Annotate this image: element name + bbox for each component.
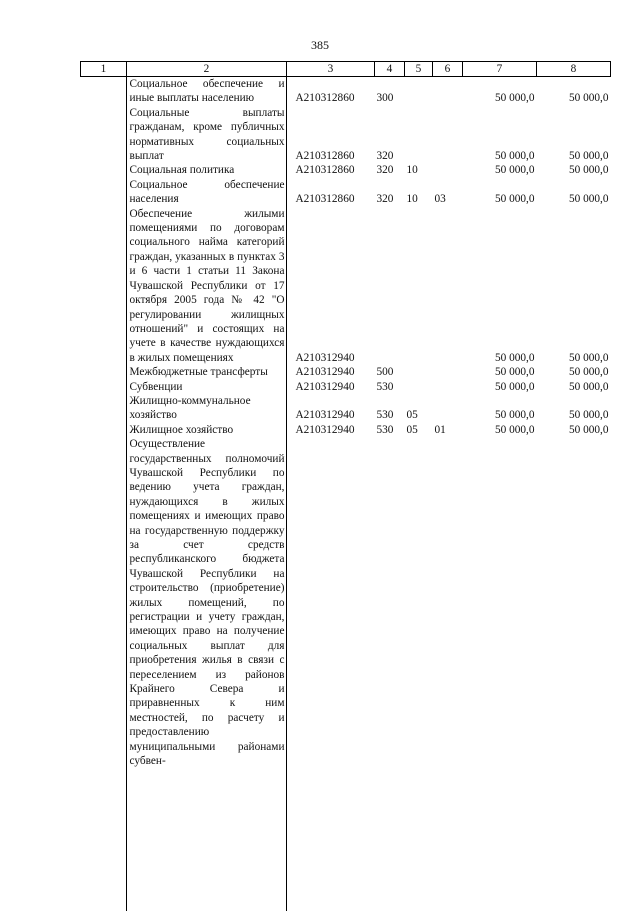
item-name: Социальная политика: [129, 164, 235, 177]
item-amount-7: 50 000,0: [494, 150, 535, 163]
item-c5: [405, 365, 433, 379]
item-c6: [433, 77, 463, 106]
table-row: [81, 163, 611, 177]
item-c6: 01: [434, 423, 446, 436]
item-amount-7: 50 000,0: [494, 380, 535, 393]
item-code: А210312860: [295, 92, 355, 105]
item-name: Жилищно-коммунальное хозяйство: [129, 394, 251, 422]
item-c4: 530: [376, 409, 394, 422]
item-amount-8: [537, 437, 611, 768]
item-c5: 10: [406, 164, 418, 177]
item-c4: [375, 207, 405, 365]
item-c6: [433, 106, 463, 164]
item-c4: 530: [376, 423, 394, 436]
item-c6: 03: [434, 193, 446, 206]
table-row: [81, 437, 611, 768]
header-cell: 4: [375, 62, 405, 77]
table-row: [81, 178, 611, 207]
item-amount-8: 50 000,0: [568, 150, 609, 163]
item-c5: [405, 437, 433, 768]
table-row: [81, 106, 611, 164]
item-code: А210312860: [295, 164, 355, 177]
item-c6: [433, 365, 463, 379]
item-code: [287, 437, 375, 768]
item-name: Обеспечение жилыми помещениями по договорам социального найма категорий граждан, указанных в пунктах 3 и 6 части 1 статьи 11 Закона Чувашской Республики от 17 октября 2005 года № 42 "О регулировании жилищных отношений" и состоящих на учете в качестве нуждающихся в жилых помещениях: [129, 207, 285, 364]
item-c4: [375, 437, 405, 768]
item-c5: 05: [406, 409, 418, 422]
item-c5: [405, 380, 433, 394]
table-row: [81, 423, 611, 437]
header-cell: 1: [81, 62, 127, 77]
item-name: Социальные выплаты гражданам, кроме публичных нормативных социальных выплат: [129, 106, 285, 163]
item-c4: 320: [376, 164, 394, 177]
item-amount-7: 50 000,0: [494, 193, 535, 206]
item-amount-8: 50 000,0: [568, 351, 609, 364]
item-c6: [433, 207, 463, 365]
item-c4: 320: [376, 193, 394, 206]
item-amount-7: 50 000,0: [494, 366, 535, 379]
budget-table: [80, 61, 611, 769]
header-cell: 3: [287, 62, 375, 77]
table-row: [81, 380, 611, 394]
column-rule-right: [286, 75, 287, 911]
item-code: А210312940: [295, 351, 355, 364]
item-c6: [433, 163, 463, 177]
page-number: 385: [311, 38, 329, 52]
item-amount-7: 50 000,0: [494, 351, 535, 364]
item-c4: 530: [376, 380, 394, 393]
item-amount-8: 50 000,0: [568, 366, 609, 379]
item-code: А210312940: [295, 423, 355, 436]
item-amount-7: [463, 437, 537, 768]
item-c5: [405, 77, 433, 106]
item-code: А210312940: [295, 366, 355, 379]
item-name: Социальное обеспечение и иные выплаты населению: [129, 78, 285, 105]
header-cell: 7: [463, 62, 537, 77]
item-c6: [433, 437, 463, 768]
table-row: [81, 77, 611, 106]
item-amount-7: 50 000,0: [494, 164, 535, 177]
table-row: [81, 207, 611, 365]
budget-table-wrap: [80, 61, 610, 769]
table-row: [81, 365, 611, 379]
item-amount-7: 50 000,0: [494, 92, 535, 105]
item-c6: [433, 380, 463, 394]
item-c4: 320: [376, 150, 394, 163]
item-name: Субвенции: [129, 380, 183, 393]
item-name: Осуществление государственных полномочий Чувашской Республики по ведению учета граждан, нуждающихся в жилых помещениях и имеющих право на государственную поддержку за счет средств республиканского бюджета Чувашской Республики на строительство (приобретение) жилых помещений, по регистрации и учету граждан, имеющих право на получение социальных выплат для приобретения жилья в связи с переселением из районов Крайнего Севера и приравненных к ним местностей, по расчету и предоставлению муниципальными районами субвен-: [129, 438, 285, 768]
table-row: [81, 394, 611, 423]
item-amount-8: 50 000,0: [568, 164, 609, 177]
header-cell: 5: [405, 62, 433, 77]
item-c5: [405, 106, 433, 164]
header-cell: 2: [127, 62, 287, 77]
item-name: Социальное обеспечение населения: [129, 178, 285, 206]
header-cell: 6: [433, 62, 463, 77]
item-code: А210312940: [295, 409, 355, 422]
item-name: Межбюджетные трансферты: [129, 366, 268, 379]
item-name: Жилищное хозяйство: [129, 423, 234, 436]
item-c6: [433, 394, 463, 423]
item-amount-7: 50 000,0: [494, 423, 535, 436]
item-amount-8: 50 000,0: [568, 409, 609, 422]
header-cell: 8: [537, 62, 611, 77]
item-code: А210312940: [295, 380, 355, 393]
item-amount-8: 50 000,0: [568, 193, 609, 206]
item-c5: 10: [406, 193, 418, 206]
item-amount-8: 50 000,0: [568, 423, 609, 436]
item-amount-8: 50 000,0: [568, 92, 609, 105]
item-c4: 500: [376, 366, 394, 379]
item-code: А210312860: [295, 193, 355, 206]
header-row: [81, 62, 611, 77]
item-amount-7: 50 000,0: [494, 409, 535, 422]
item-amount-8: 50 000,0: [568, 380, 609, 393]
item-c5: 05: [406, 423, 418, 436]
item-c5: [405, 207, 433, 365]
item-code: А210312860: [295, 150, 355, 163]
item-c4: 300: [376, 92, 394, 105]
column-rule-left: [126, 75, 127, 911]
